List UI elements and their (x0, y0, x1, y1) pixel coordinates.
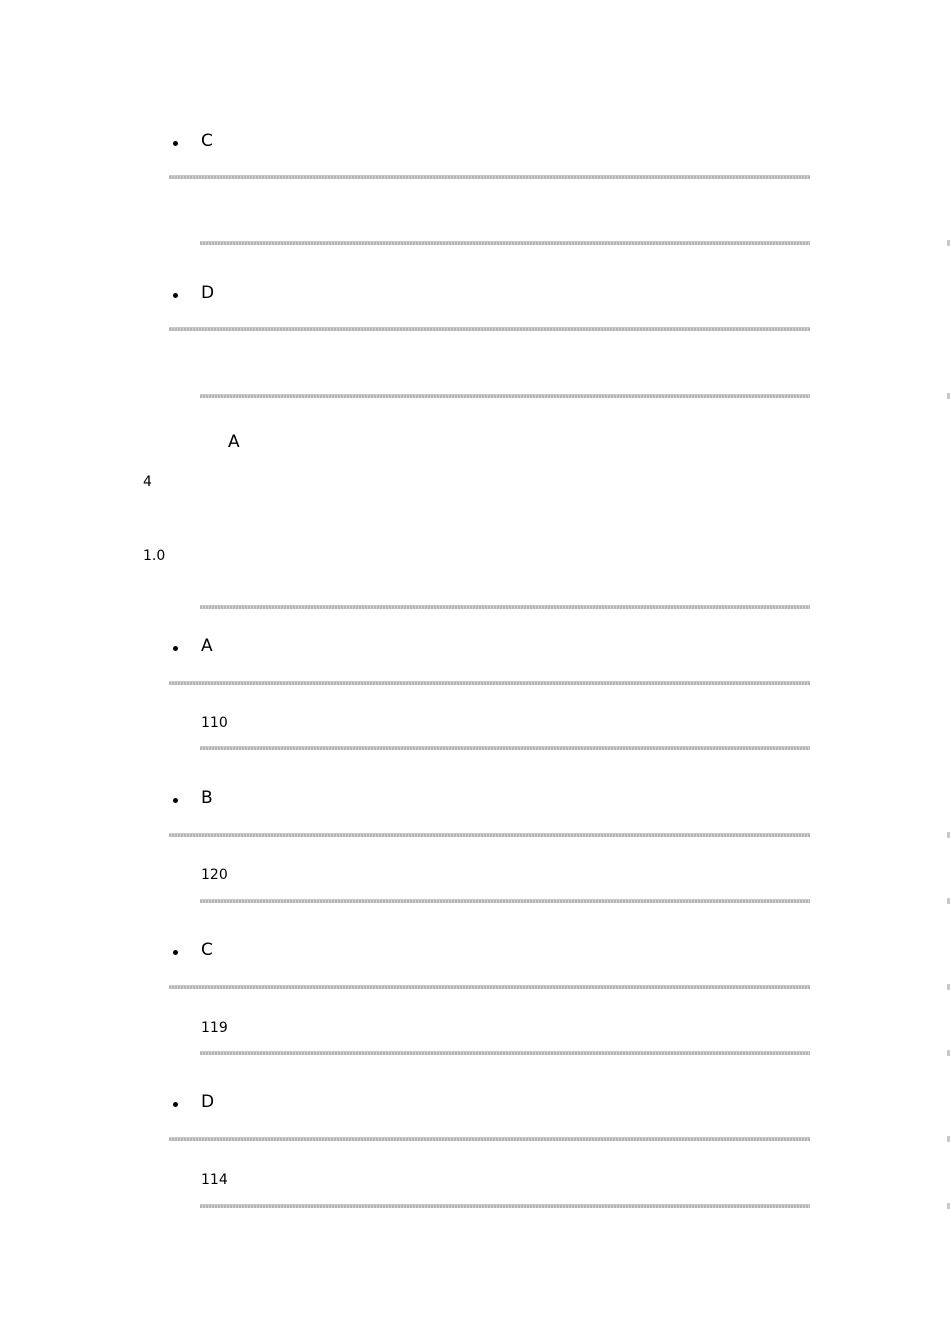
option-value-line (200, 746, 810, 750)
option-label: D (201, 1092, 215, 1112)
bullet-icon (173, 293, 178, 298)
answer-text: A (228, 432, 240, 452)
option-divider (169, 175, 810, 179)
option-divider (169, 1137, 810, 1141)
question-text-line (200, 605, 810, 609)
answer-blank-line (200, 241, 810, 245)
option-label: D (201, 283, 215, 303)
bullet-icon (173, 950, 178, 955)
option-value: 114 (201, 1172, 228, 1188)
option-divider (169, 985, 810, 989)
option-label: B (201, 788, 213, 808)
question-number: 4 (143, 474, 152, 490)
option-value-line (200, 899, 810, 903)
bullet-icon (173, 646, 178, 651)
option-label: C (201, 131, 213, 151)
option-value: 119 (201, 1020, 228, 1036)
option-value: 110 (201, 715, 228, 731)
option-value: 120 (201, 867, 228, 883)
option-divider (169, 681, 810, 685)
option-divider (169, 327, 810, 331)
bullet-icon (173, 798, 178, 803)
option-value-line (200, 1051, 810, 1055)
option-label: A (201, 636, 213, 656)
bullet-icon (173, 1102, 178, 1107)
answer-blank-line (200, 394, 810, 398)
option-value-line (200, 1204, 810, 1208)
question-score: 1.0 (143, 548, 166, 564)
bullet-icon (173, 141, 178, 146)
option-label: C (201, 940, 213, 960)
option-divider (169, 833, 810, 837)
